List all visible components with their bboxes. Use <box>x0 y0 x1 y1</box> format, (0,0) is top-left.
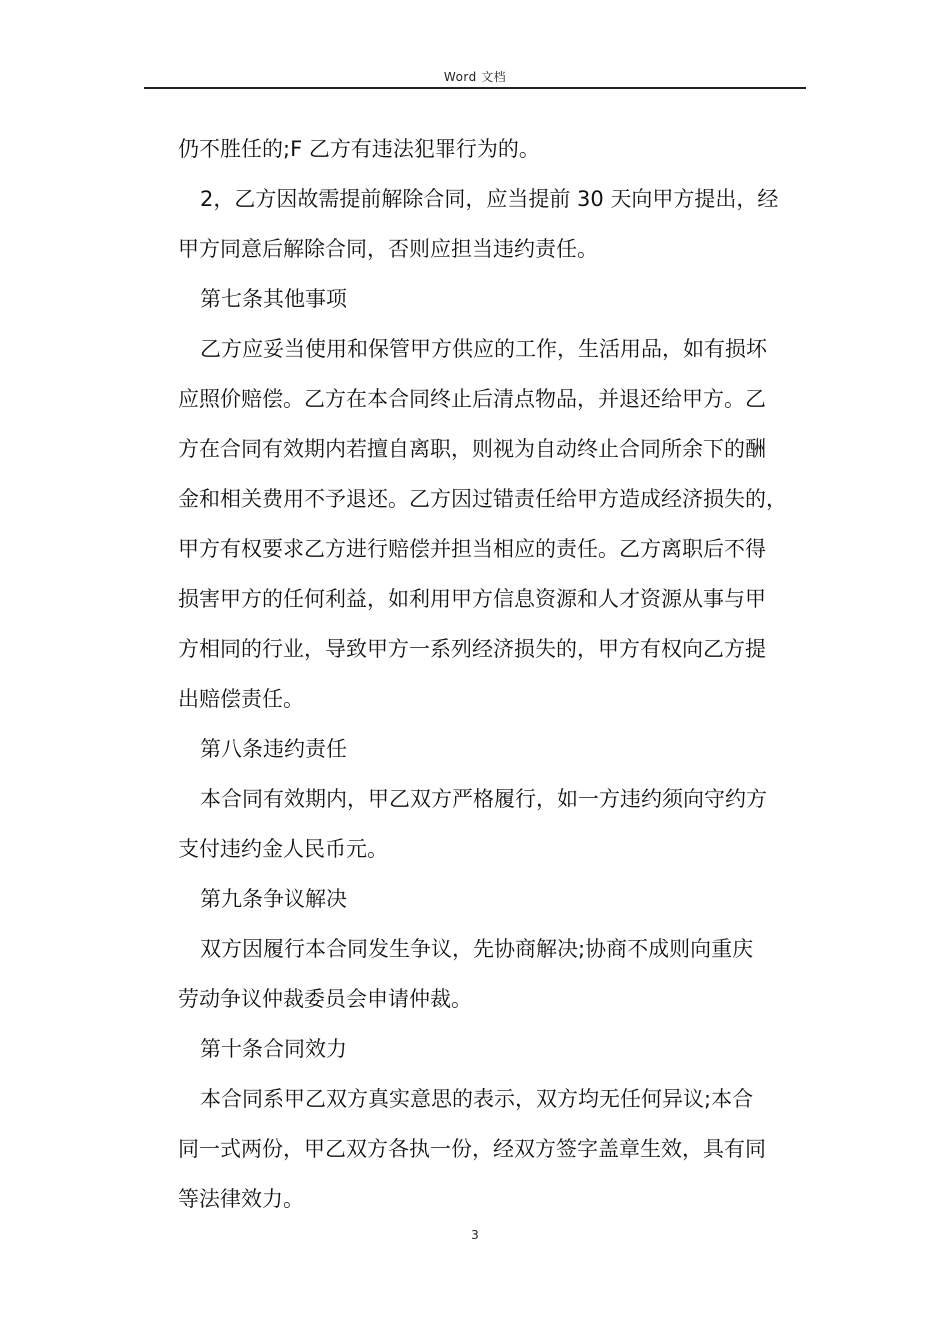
body-line-21: 同一式两份，甲乙双方各执一份，经双方签字盖章生效，具有同 <box>178 1137 766 1161</box>
body-line-10: 损害甲方的任何利益，如利用甲方信息资源和人才资源从事与甲 <box>178 587 766 611</box>
page-number: 3 <box>471 1228 479 1242</box>
body-line-3: 甲方同意后解除合同，否则应担当违约责任。 <box>178 237 598 261</box>
body-line-9: 甲方有权要求乙方进行赔偿并担当相应的责任。乙方离职后不得 <box>178 537 766 561</box>
body-line-17: 双方因履行本合同发生争议，先协商解决;协商不成则向重庆 <box>200 937 754 961</box>
document-body <box>178 124 818 1224</box>
body-line-22: 等法律效力。 <box>178 1187 304 1211</box>
body-line-8: 金和相关费用不予退还。乙方因过错责任给甲方造成经济损失的， <box>178 487 787 511</box>
body-line-14: 本合同有效期内，甲乙双方严格履行，如一方违约须向守约方 <box>200 787 767 811</box>
body-line-12: 出赔偿责任。 <box>178 687 304 711</box>
body-line-6: 应照价赔偿。乙方在本合同终止后清点物品，并退还给甲方。乙 <box>178 387 766 411</box>
section-heading-8: 第八条违约责任 <box>200 737 347 761</box>
body-line-18: 劳动争议仲裁委员会申请仲裁。 <box>178 987 472 1011</box>
body-line-2: 2，乙方因故需提前解除合同，应当提前 30 天向甲方提出，经 <box>200 187 779 211</box>
header-divider <box>144 87 806 89</box>
section-heading-10: 第十条合同效力 <box>200 1037 347 1061</box>
body-line-1: 仍不胜任的;F 乙方有违法犯罪行为的。 <box>178 137 540 161</box>
section-heading-9: 第九条争议解决 <box>200 887 347 911</box>
page-header-title: Word 文档 <box>443 70 507 84</box>
body-line-20: 本合同系甲乙双方真实意思的表示，双方均无任何异议;本合 <box>200 1087 754 1111</box>
body-line-5: 乙方应妥当使用和保管甲方供应的工作，生活用品，如有损坏 <box>200 337 767 361</box>
body-line-7: 方在合同有效期内若擅自离职，则视为自动终止合同所余下的酬 <box>178 437 766 461</box>
body-line-11: 方相同的行业，导致甲方一系列经济损失的，甲方有权向乙方提 <box>178 637 766 661</box>
body-line-15: 支付违约金人民币元。 <box>178 837 388 861</box>
section-heading-7: 第七条其他事项 <box>200 287 347 311</box>
